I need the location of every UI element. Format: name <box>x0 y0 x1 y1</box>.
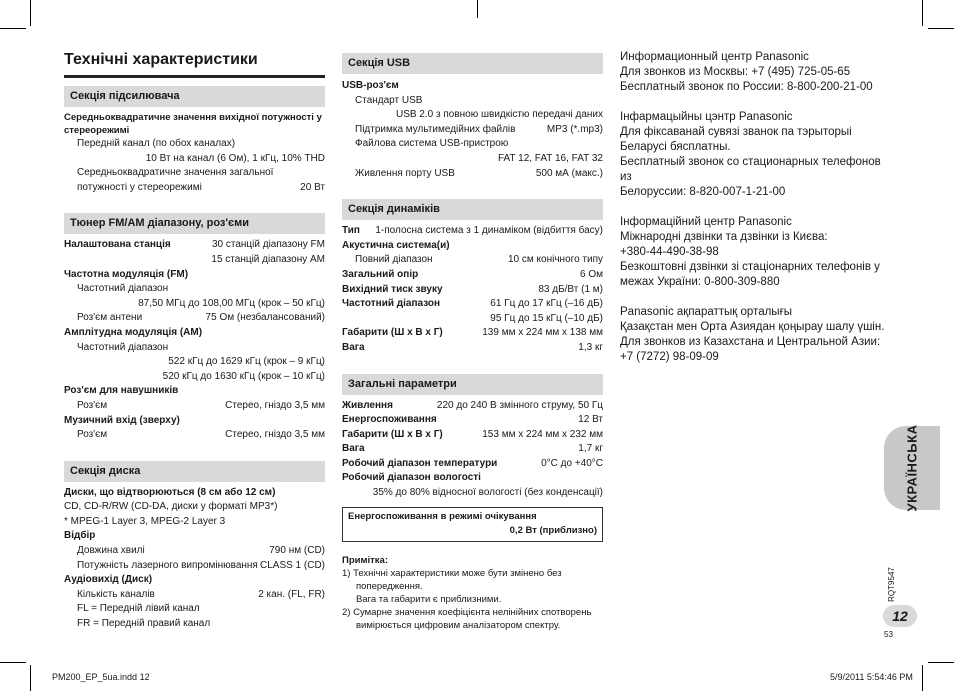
footer-file: PM200_EP_5ua.indd 12 <box>52 672 150 682</box>
usb-media-label: Підтримка мультимедійних файлів <box>355 123 516 135</box>
gen-consumption-row <box>342 413 603 428</box>
gen-mass-value: 1,7 кг <box>578 443 603 455</box>
disc-wavelength-row <box>64 544 325 559</box>
info-by-line: Белоруссии: 8-820-007-1-21-00 <box>620 186 786 198</box>
page-number-secondary: 53 <box>884 630 893 639</box>
spk-fullrange-label: Повний діапазон <box>355 254 433 266</box>
music-in-row <box>64 428 325 443</box>
page-title: Технічні характеристики <box>64 51 258 68</box>
tuner-fm-range-label: Частотний діапазон <box>77 283 169 295</box>
spk-mass-row <box>342 341 603 356</box>
gen-humidity-value: 35% до 80% відносної вологості (без конденсації) <box>372 487 603 499</box>
amp-front-value: 10 Вт на канал (6 Ом), 1 кГц, 10% THD <box>145 152 325 164</box>
column-right-info <box>620 50 890 380</box>
info-kz-line: Для звонков из Казахстана и Центральной Азии: <box>620 336 881 348</box>
tuner-am-range-value-2: 520 кГц до 1630 кГц (крок – 10 кГц) <box>162 370 325 382</box>
disc-played-value-1: CD, CD-R/RW (CD-DA, диски у форматі MP3*) <box>64 501 278 513</box>
gen-mass-label: Вага <box>342 443 365 455</box>
tuner-preset-fm: 30 станцій діапазону FM <box>211 239 325 251</box>
usb-port-label: USB-роз'єм <box>342 80 399 91</box>
gen-temp-label: Робочий діапазон температури <box>342 457 498 469</box>
headphone-label: Роз'єм для навушників <box>64 385 179 397</box>
spk-spl-row <box>342 283 603 298</box>
info-by-line: Беларусі бясплатны. <box>620 141 731 153</box>
section-header-tuner: Тюнер FM/AM діапазону, роз'єми <box>64 213 325 234</box>
spk-dim-label: Габарити (Ш х В х Г) <box>342 327 443 339</box>
crop-mark <box>0 662 26 663</box>
headphone-row <box>64 399 325 414</box>
disc-pickup-label: Відбір <box>64 530 96 542</box>
note-1b: попередження. <box>356 580 423 592</box>
amp-total-value: 20 Вт <box>300 181 325 193</box>
gen-power-value: 220 до 240 В змінного струму, 50 Гц <box>436 399 603 411</box>
disc-laser-label: Потужність лазерного випромінювання <box>77 559 258 571</box>
info-by-line: Для фіксаванай сувязі званок па тэрыторыі <box>620 126 852 138</box>
note-1a: 1) Технічні характеристики може бути змінено без <box>342 567 562 579</box>
tuner-antenna-label: Роз'єм антени <box>77 312 143 324</box>
info-russia <box>620 50 890 95</box>
spk-type-label: Тип <box>342 225 360 237</box>
note-2a: 2) Сумарне значення коефіцієнта нелінійних спотворень <box>342 606 592 618</box>
section-header-amplifier: Секція підсилювача <box>64 86 325 107</box>
gen-mass-row <box>342 442 603 457</box>
gen-temp-value: 0°C до +40°C <box>541 457 603 469</box>
section-header-general: Загальні параметри <box>342 374 603 395</box>
gen-consumption-label: Енергоспоживання <box>342 414 437 426</box>
gen-dim-value: 153 мм х 224 мм х 232 мм <box>482 428 603 440</box>
crop-mark <box>30 0 31 26</box>
tuner-am-label: Амплітудна модуляція (AM) <box>64 326 203 338</box>
music-in-label: Музичний вхід (зверху) <box>64 414 180 426</box>
spk-drivers-label: Акустична система(и) <box>342 239 450 251</box>
music-in-sub: Роз'єм <box>77 429 108 441</box>
disc-played-value-2: * MPEG-1 Layer 3, MPEG-2 Layer 3 <box>64 515 226 527</box>
disc-wavelength-value: 790 нм (CD) <box>269 545 325 557</box>
spk-dim-value: 139 мм х 224 мм х 138 мм <box>482 327 603 339</box>
gen-humidity-label: Робочий діапазон вологості <box>342 472 481 484</box>
tuner-fm-range-value: 87,50 МГц до 108,00 МГц (крок – 50 кГц) <box>138 297 325 309</box>
gen-dim-label: Габарити (Ш х В х Г) <box>342 428 443 440</box>
usb-power-value: 500 мА (макс.) <box>535 167 603 179</box>
tuner-preset-row <box>64 238 325 253</box>
tuner-antenna-row <box>64 311 325 326</box>
spk-type-row <box>342 224 603 239</box>
tuner-am-range-value-1: 522 кГц до 1629 кГц (крок – 9 кГц) <box>168 356 325 368</box>
info-ru-line: Для звонков из Москвы: +7 (495) 725-05-65 <box>620 66 851 78</box>
amp-total-row <box>64 181 325 196</box>
standby-label: Енергоспоживання в режимі очікування <box>348 510 537 522</box>
crop-mark <box>928 28 954 29</box>
info-ua-line: межах України: 0-800-309-880 <box>620 276 780 288</box>
tuner-am-range-label: Частотний діапазон <box>77 341 169 353</box>
gen-temp-row <box>342 457 603 472</box>
disc-audio-label: Аудіовихід (Диск) <box>64 574 153 586</box>
info-ua-line: Безкоштовні дзвінки зі стаціонарних телефонів у <box>620 261 880 273</box>
info-by-line: Інфармацыйны цэнтр Panasonic <box>620 111 793 123</box>
spk-freq-label: Частотний діапазон <box>342 298 441 310</box>
disc-laser-row <box>64 559 325 574</box>
info-by-line: Бесплатный звонок со стационарных телефонов из <box>620 156 881 183</box>
headphone-sub: Роз'єм <box>77 399 108 411</box>
spk-impedance-row <box>342 268 603 283</box>
spk-spl-value: 83 дБ/Вт (1 м) <box>538 283 603 295</box>
info-kz-line: Panasonic ақпараттық орталығы <box>620 306 793 318</box>
spk-freq-value-2: 95 Гц до 15 кГц (–10 дБ) <box>490 312 603 324</box>
column-left <box>64 50 325 632</box>
usb-power-row <box>342 167 603 182</box>
usb-media-row <box>342 123 603 138</box>
disc-played-label: Диски, що відтворюються (8 см або 12 см) <box>64 486 276 498</box>
info-kz-line: +7 (7272) 98-09-09 <box>620 351 719 363</box>
music-in-value: Стерео, гніздо 3,5 мм <box>225 429 325 441</box>
usb-fs-value: FAT 12, FAT 16, FAT 32 <box>497 152 603 164</box>
standby-box <box>342 507 603 542</box>
usb-std-value: USB 2.0 з повною швидкістю передачі даних <box>395 109 603 121</box>
doc-code: RQT9547 <box>886 567 896 602</box>
disc-fl: FL = Передній лівий канал <box>77 603 200 615</box>
tuner-fm-label: Частотна модуляція (FM) <box>64 268 189 280</box>
spk-impedance-label: Загальний опір <box>342 268 419 280</box>
info-kz-line: Қазақстан мен Орта Азиядан қоңырау шалу үшін. <box>620 321 885 333</box>
spk-spl-label: Вихідний тиск звуку <box>342 283 443 295</box>
title-rule <box>64 75 325 78</box>
spk-fullrange-value: 10 см конічного типу <box>508 254 603 266</box>
gen-power-label: Живлення <box>342 399 393 411</box>
info-ru-line: Бесплатный звонок по России: 8-800-200-21-00 <box>620 81 873 93</box>
info-ua-line: Міжнародні дзвінки та дзвінки із Києва: <box>620 231 828 243</box>
language-tab-label: УКРАЇНСЬКА <box>904 424 920 512</box>
section-header-usb: Секція USB <box>342 53 603 74</box>
standby-value: 0,2 Вт (приблизно) <box>509 524 597 536</box>
info-kazakhstan <box>620 305 890 365</box>
spk-freq-row <box>342 297 603 312</box>
tuner-antenna-value: 75 Ом (незбалансований) <box>205 312 325 324</box>
disc-wavelength-label: Довжина хвилі <box>77 545 145 557</box>
spk-dim-row <box>342 326 603 341</box>
headphone-value: Стерео, гніздо 3,5 мм <box>225 399 325 411</box>
amp-front-label: Передній канал (по обох каналах) <box>77 138 236 149</box>
info-belarus <box>620 110 890 200</box>
amp-rms-label: Середньоквадратичне значення вихідної потужності у стереорежимі <box>64 112 322 136</box>
crop-mark <box>0 28 26 29</box>
amp-total-label-2: потужності у стереорежимі <box>77 181 202 193</box>
info-ru-line: Информационный центр Panasonic <box>620 51 809 63</box>
note-2b: вимірюється цифровим аналізатором спектру. <box>356 619 561 631</box>
crop-mark <box>928 662 954 663</box>
gen-dim-row <box>342 428 603 443</box>
crop-mark <box>922 0 923 26</box>
spk-freq-value-1: 61 Гц до 17 кГц (–16 дБ) <box>490 298 603 310</box>
column-middle <box>342 53 603 632</box>
usb-power-label: Живлення порту USB <box>355 167 455 179</box>
spk-fullrange-row <box>342 253 603 268</box>
note-title: Примітка: <box>342 554 388 566</box>
disc-laser-value: CLASS 1 (CD) <box>259 559 325 571</box>
crop-mark <box>922 665 923 691</box>
amp-total-label: Середньоквадратичне значення загальної <box>77 167 274 179</box>
spk-impedance-value: 6 Ом <box>580 268 603 280</box>
gen-consumption-value: 12 Вт <box>578 414 603 426</box>
page-number: 12 <box>883 605 917 627</box>
section-header-disc: Секція диска <box>64 461 325 482</box>
usb-media-value: MP3 (*.mp3) <box>546 123 603 135</box>
section-header-speakers: Секція динаміків <box>342 199 603 220</box>
spk-mass-value: 1,3 кг <box>578 341 603 353</box>
crop-mark <box>30 665 31 691</box>
disc-fr: FR = Передній правий канал <box>77 618 211 630</box>
usb-fs-label: Файлова система USB-пристрою <box>355 138 509 150</box>
info-ua-line: +380-44-490-38-98 <box>620 246 719 258</box>
info-ukraine <box>620 215 890 290</box>
gen-power-row <box>342 399 603 414</box>
crop-mark <box>477 0 478 18</box>
tuner-preset-label: Налаштована станція <box>64 239 171 251</box>
notes <box>342 554 603 632</box>
usb-std-label: Стандарт USB <box>355 94 423 106</box>
tuner-preset-am: 15 станцій діапазону AM <box>211 253 325 265</box>
info-ua-line: Інформаційний центр Panasonic <box>620 216 792 228</box>
spk-type-value: 1-полосна система з 1 динаміком (відбиття басу) <box>375 225 603 237</box>
footer-date: 5/9/2011 5:54:46 PM <box>830 672 913 682</box>
disc-channels-value: 2 кан. (FL, FR) <box>258 588 325 600</box>
spk-mass-label: Вага <box>342 341 365 353</box>
disc-channels-label: Кількість каналів <box>77 588 155 600</box>
note-1c: Вага та габарити є приблизними. <box>356 593 502 605</box>
disc-channels-row <box>64 588 325 603</box>
